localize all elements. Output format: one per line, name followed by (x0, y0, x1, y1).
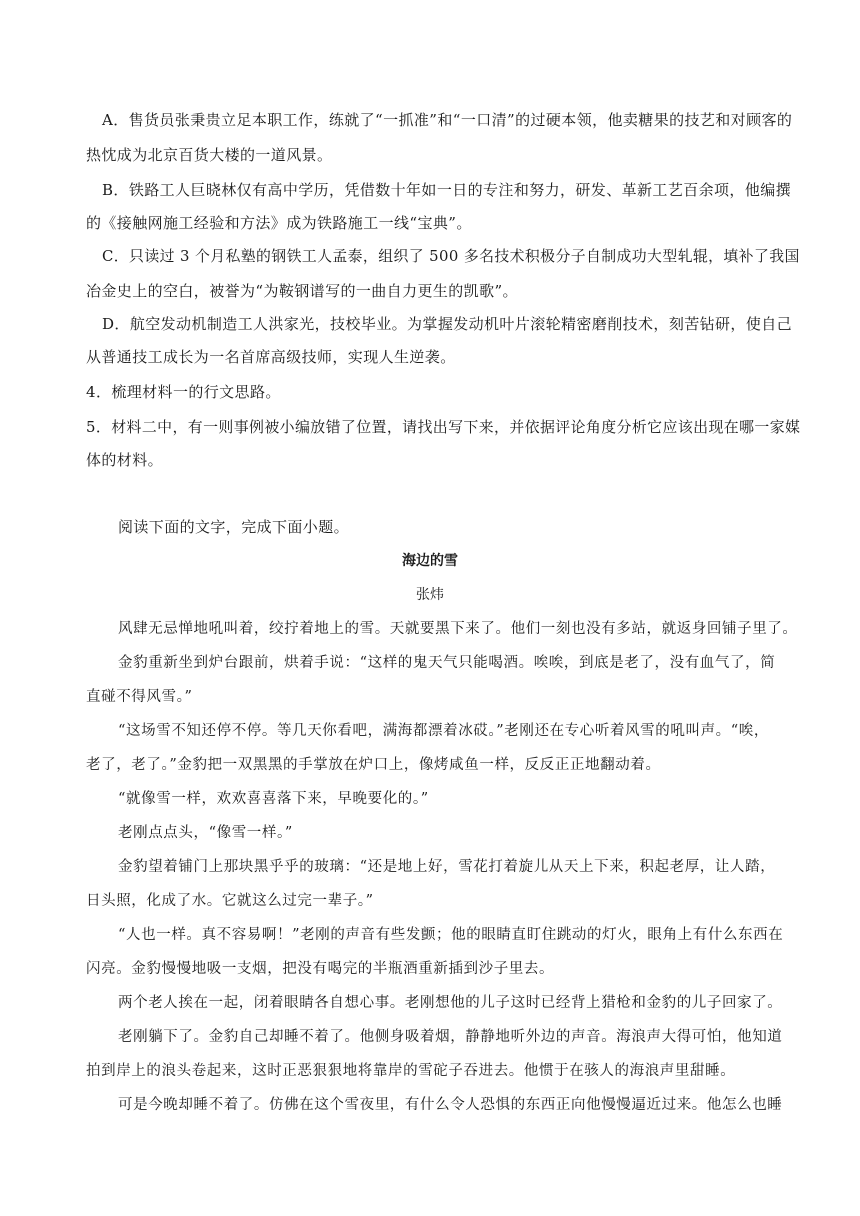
passage-line-15: 可是今晚却睡不着了。仿佛在这个雪夜里，有什么令人恐惧的东西正向他慢慢逼近过来。他怎么也睡 (118, 1097, 783, 1113)
option-a-line-1: A．售货员张秉贵立足本职工作，练就了“一抓准”和“一口清”的过硬本领，他卖糖果的技艺和对顾客的 (102, 111, 793, 129)
passage-line-7: 老刚点点头，“像雪一样。” (118, 825, 293, 841)
passage-author: 张炜 (416, 587, 444, 603)
option-b-line-1: B．铁路工人巨晓林仅有高中学历，凭借数十年如一日的专注和努力，研发、革新工艺百余项，他编撰 (102, 181, 792, 199)
passage-line-9: 日头照，化成了水。它就这么过完一辈子。” (86, 893, 374, 909)
passage-line-10: “人也一样。真不容易啊！”老刚的声音有些发颤；他的眼睛直盯住跳动的灯火，眼角上有什么东西在 (118, 927, 784, 943)
option-d-line-2: 从普通技工成长为一名首席高级技师，实现人生逆袭。 (86, 348, 456, 366)
passage-line-13: 老刚躺下了。金豹自己却睡不着了。他侧身吸着烟，静静地听外边的声音。海浪声大得可怕，他知道 (118, 1029, 783, 1045)
question-5-line-1: 5．材料二中，有一则事例被小编放错了位置，请找出写下来，并依据评论角度分析它应该出现在哪一家媒 (86, 418, 801, 436)
passage-line-12: 两个老人挨在一起，闭着眼睛各自想心事。老刚想他的儿子这时已经背上猎枪和金豹的儿子回家了。 (118, 995, 783, 1011)
option-c-line-1: C．只读过 3 个月私塾的钢铁工人孟泰，组织了 500 多名技术积极分子自制成功大型轧辊，填补了我国 (102, 247, 800, 265)
passage-line-1: 风肆无忌惮地吼叫着，绞拧着地上的雪。天就要黑下来了。他们一刻也没有多站，就返身回铺子里了。 (118, 621, 798, 637)
question-5-line-2: 体的材料。 (86, 451, 164, 469)
option-a-line-2: 热忱成为北京百货大楼的一道风景。 (86, 146, 333, 164)
reading-instruction: 阅读下面的文字，完成下面小题。 (118, 518, 350, 536)
passage-line-6: “就像雪一样，欢欢喜喜落下来，早晚要化的。” (118, 791, 429, 807)
option-b-line-2: 的《接触网施工经验和方法》成为铁路施工一线“宝典”。 (86, 214, 472, 232)
question-4: 4．梳理材料一的行文思路。 (86, 383, 281, 401)
passage-line-5: 老了，老了。”金豹把一双黑黑的手掌放在炉口上，像烤咸鱼一样，反反正正地翻动着。 (86, 757, 661, 773)
passage-line-4: “这场雪不知还停不停。等几天你看吧，满海都漂着冰砹。”老刚还在专心听着风雪的吼叫声。“唉， (118, 723, 769, 739)
option-d-line-1: D．航空发动机制造工人洪家光，技校毕业。为掌握发动机叶片滚轮精密磨削技术，刻苦钻研，使自己 (102, 315, 793, 333)
passage-line-8: 金豹望着铺门上那块黑乎乎的玻璃：“还是地上好，雪花打着旋儿从天上下来，积起老厚，让人踏， (118, 859, 776, 875)
option-c-line-2: 冶金史上的空白，被誉为“为鞍钢谱写的一曲自力更生的凯歌”。 (86, 282, 518, 300)
passage-title: 海边的雪 (402, 553, 458, 569)
passage-line-11: 闪亮。金豹慢慢地吸一支烟，把没有喝完的半瓶酒重新插到沙子里去。 (86, 961, 555, 977)
passage-line-2: 金豹重新坐到炉台跟前，烘着手说：“这样的鬼天气只能喝酒。唉唉，到底是老了，没有血气了，简 (118, 655, 776, 671)
passage-line-14: 拍到岸上的浪头卷起来，这时正恶狠狠地将靠岸的雪砣子吞进去。他惯于在骇人的海浪声里甜睡。 (86, 1063, 736, 1079)
passage-line-3: 直碰不得风雪。” (86, 689, 193, 705)
